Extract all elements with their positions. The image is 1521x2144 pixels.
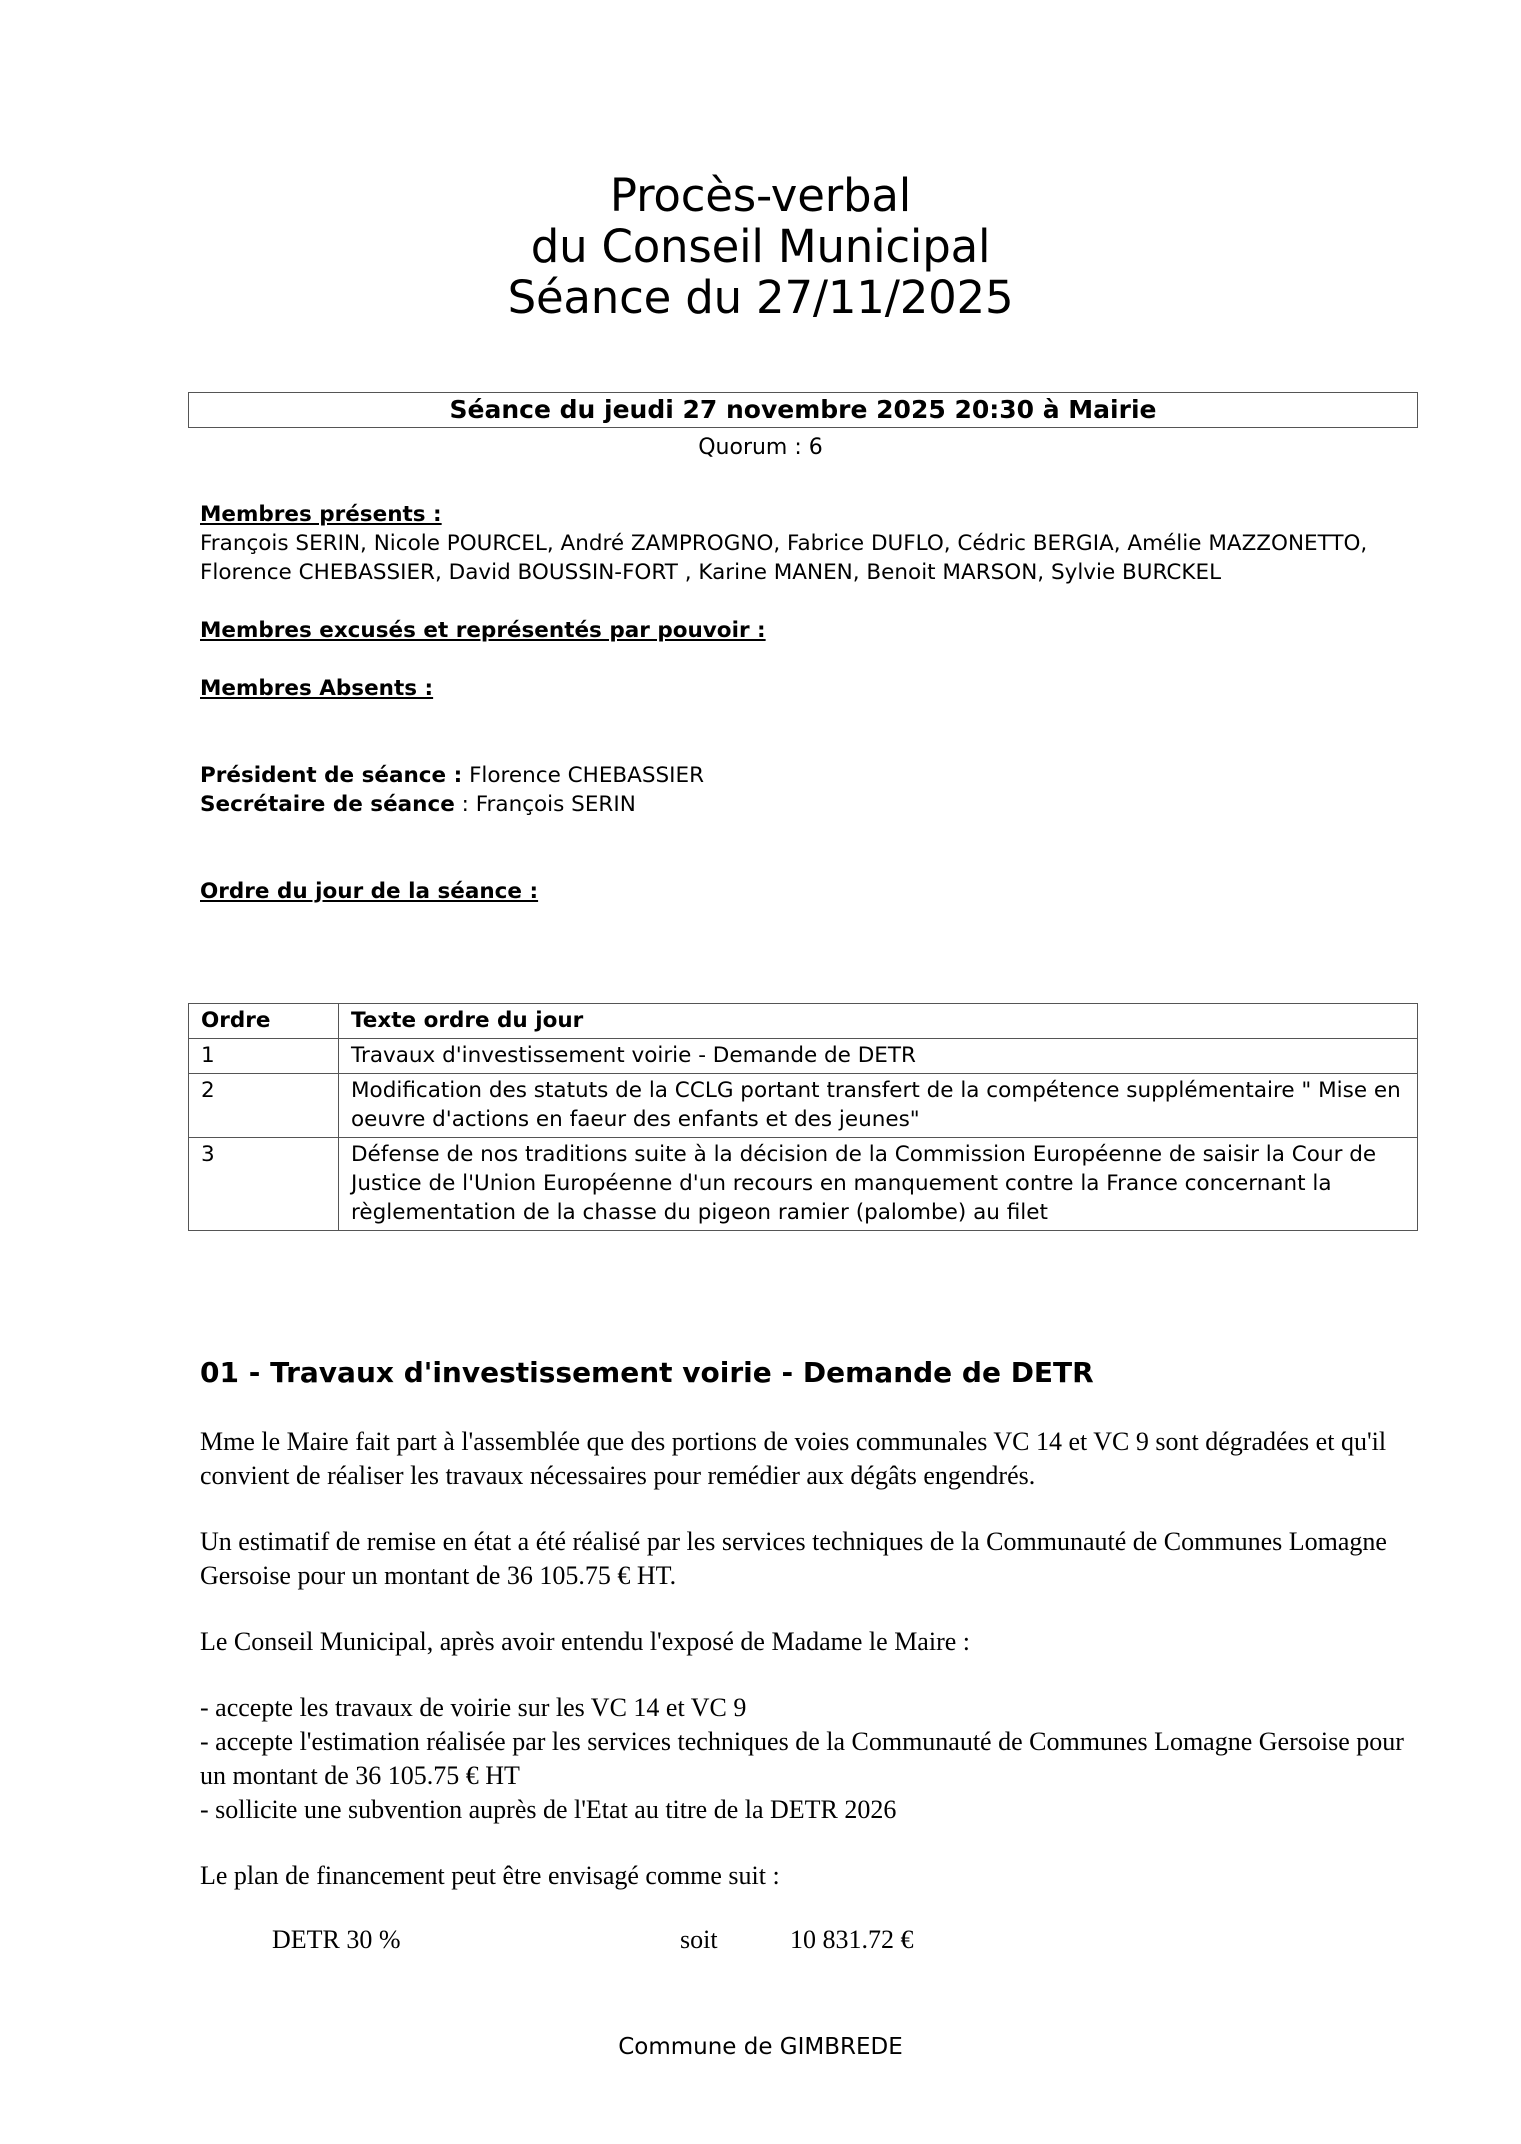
column-header-ordre: Ordre [189, 1004, 339, 1039]
financing-plan-amount: 10 831.72 € [790, 1925, 914, 1954]
page-title [0, 170, 1521, 323]
president-name: Florence CHEBASSIER [469, 763, 705, 788]
financing-plan-soit: soit [680, 1925, 718, 1954]
agenda-table [188, 1003, 1418, 1231]
cell-texte: Modification des statuts de la CCLG portant transfert de la compétence supplémentaire " Mise en oeuvre d'actions en faeur des enfants et des jeunes" [339, 1074, 1418, 1138]
article-bullet-3: - sollicite une subvention auprès de l'Etat au titre de la DETR 2026 [200, 1795, 897, 1824]
quorum-text: Quorum : 6 [698, 435, 823, 460]
spacer-3 [200, 703, 1415, 732]
cell-texte: Défense de nos traditions suite à la décision de la Commission Européenne de saisir la Cour de Justice de l'Union Européenne d'un recours en manquement contre la France concernant la règlementation de la chasse du pigeon ramier (palombe) au filet [339, 1138, 1418, 1231]
secretary-label: Secrétaire de séance [200, 792, 455, 817]
title-line-1: Procès-verbal [609, 169, 912, 222]
agenda-heading: Ordre du jour de la séance : [200, 879, 539, 904]
page-footer: Commune de GIMBREDE [618, 2034, 903, 2060]
title-line-2: du Conseil Municipal [530, 220, 991, 273]
members-present-group [200, 500, 1415, 587]
table-header-row [189, 1004, 1418, 1039]
article-bullet-1: - accepte les travaux de voirie sur les VC 14 et VC 9 [200, 1693, 747, 1722]
attendance-block [200, 500, 1415, 906]
members-present-heading: Membres présents : [200, 502, 442, 527]
title-line-3: Séance du 27/11/2025 [507, 271, 1014, 324]
cell-texte: Travaux d'investissement voirie - Demande de DETR [339, 1039, 1418, 1074]
article-bullet-2: - accepte l'estimation réalisée par les services techniques de la Communauté de Communes Lomagne Gersoise pour un montant de 36 105.75 € HT [200, 1727, 1404, 1790]
president-label: Président de séance : [200, 763, 463, 788]
article-paragraph-4: Le plan de financement peut être envisagé comme suit : [200, 1861, 780, 1890]
agenda-table-wrapper [188, 1003, 1418, 1231]
article-body [200, 1355, 1425, 1957]
secretary-line [200, 790, 1415, 819]
members-absent-heading: Membres Absents : [200, 676, 434, 701]
article-paragraph-3: Le Conseil Municipal, après avoir entendu l'exposé de Madame le Maire : [200, 1627, 970, 1656]
members-excused-group [200, 616, 1415, 645]
cell-ordre: 1 [189, 1039, 339, 1074]
spacer-6 [200, 848, 1415, 877]
members-excused-heading: Membres excusés et représentés par pouvoir : [200, 618, 766, 643]
article-paragraph-2: Un estimatif de remise en état a été réalisé par les services techniques de la Communauté de Communes Lomagne Gersoise pour un montant de 36 105.75 € HT. [200, 1527, 1387, 1590]
members-absent-group [200, 674, 1415, 703]
spacer-5 [200, 819, 1415, 848]
column-header-texte: Texte ordre du jour [339, 1004, 1418, 1039]
secretary-name: François SERIN [475, 792, 636, 817]
cell-ordre: 3 [189, 1138, 339, 1231]
members-present-names: François SERIN, Nicole POURCEL, André ZAMPROGNO, Fabrice DUFLO, Cédric BERGIA, Amélie MAZZONETTO, Florence CHEBASSIER, David BOUSSIN-FORT , Karine MANEN, Benoit MARSON, Sylvie BURCKEL [200, 531, 1368, 585]
table-row [189, 1039, 1418, 1074]
financing-plan-label: DETR 30 % [272, 1925, 401, 1954]
spacer-4 [200, 732, 1415, 761]
secretary-separator: : [461, 792, 469, 817]
article-paragraph-1: Mme le Maire fait part à l'assemblée que des portions de voies communales VC 14 et VC 9 sont dégradées et qu'il convient de réaliser les travaux nécessaires pour remédier aux dégâts engendrés. [200, 1427, 1387, 1490]
table-row [189, 1074, 1418, 1138]
cell-ordre: 2 [189, 1074, 339, 1138]
spacer-1 [200, 587, 1415, 616]
session-banner: Séance du jeudi 27 novembre 2025 20:30 à Mairie [188, 392, 1418, 428]
table-row [189, 1138, 1418, 1231]
spacer-2 [200, 645, 1415, 674]
article-heading: 01 - Travaux d'investissement voirie - Demande de DETR [200, 1356, 1094, 1389]
financing-plan-row [200, 1923, 1425, 1957]
president-line [200, 761, 1415, 790]
